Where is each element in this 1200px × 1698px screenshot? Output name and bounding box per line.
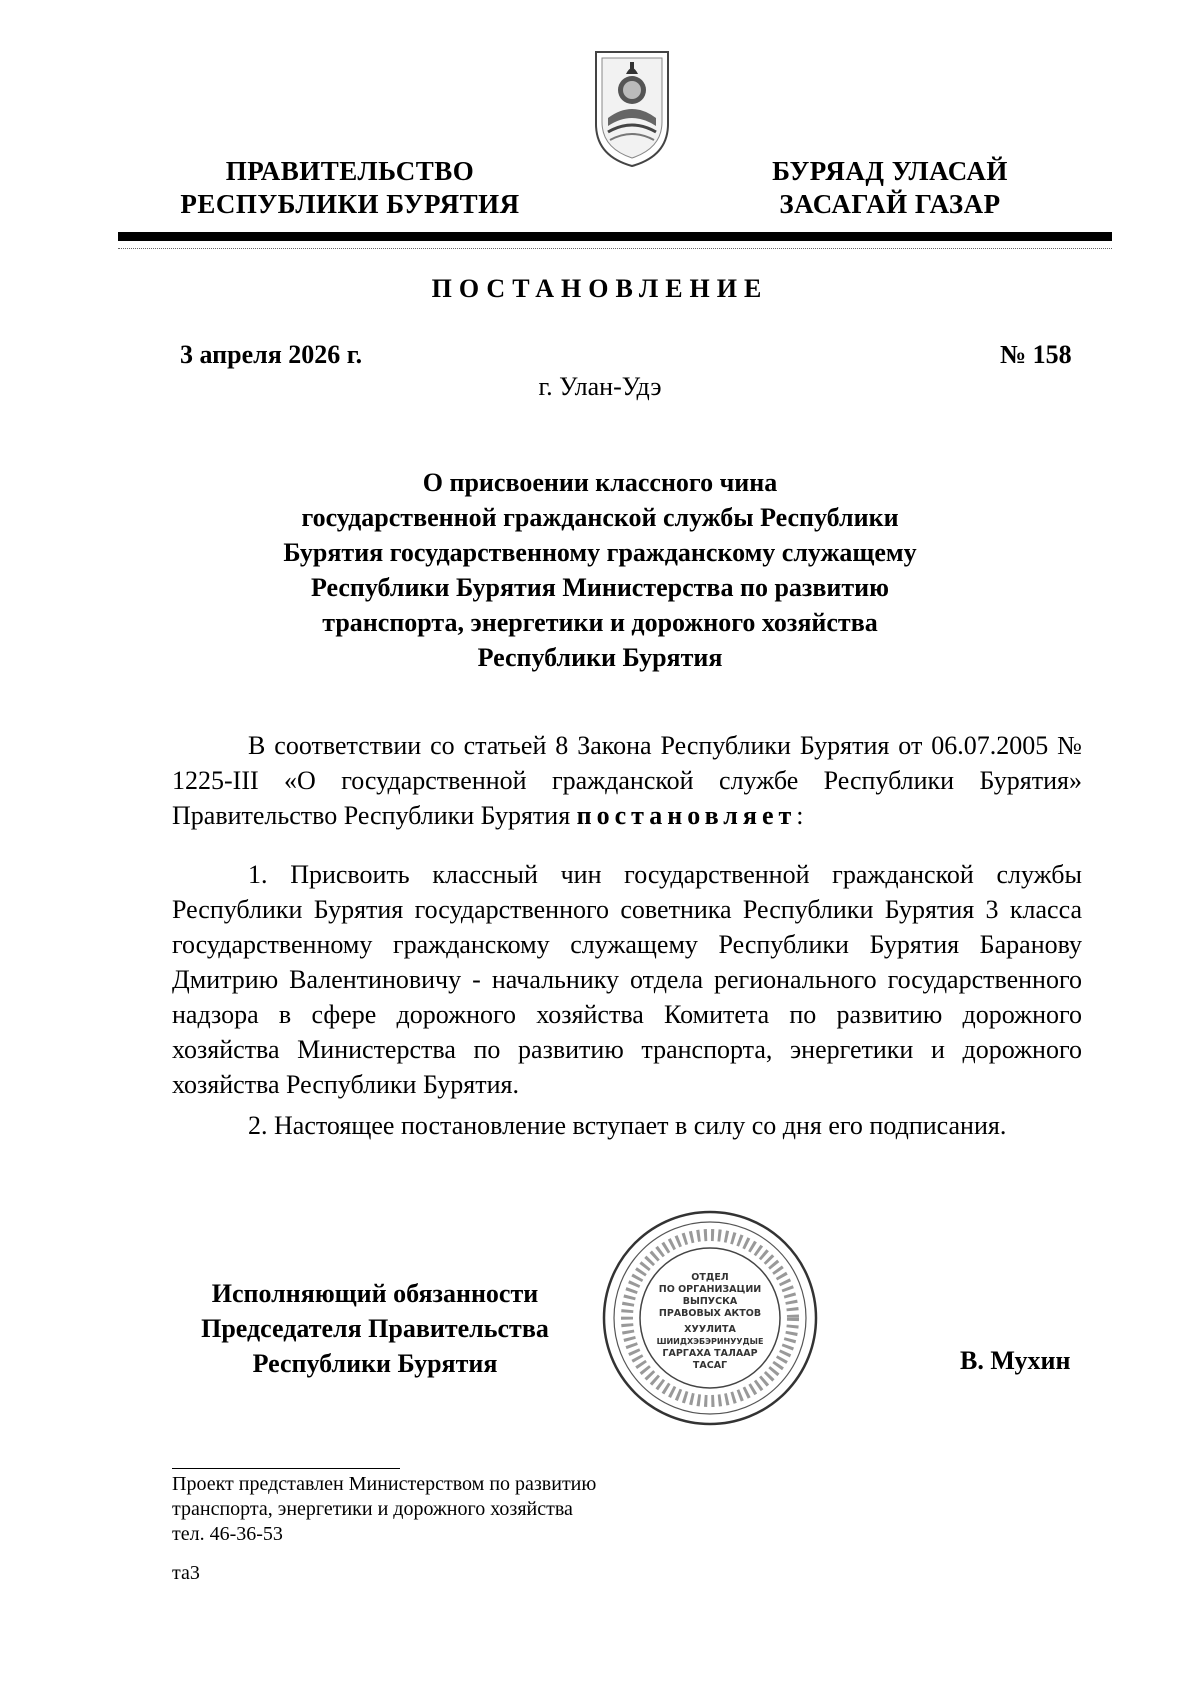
document-subject [250, 465, 950, 675]
header-right-line: БУРЯАД УЛАСАЙ [772, 156, 1008, 186]
document-city: г. Улан-Удэ [538, 372, 662, 401]
subject-line: Республики Бурятия [477, 643, 723, 672]
preamble-verb: постановляет [576, 801, 797, 830]
seal-inner-line: ВЫПУСКА [682, 1296, 738, 1307]
coat-of-arms-emblem [590, 48, 674, 170]
footnote-rule [172, 1468, 400, 1469]
header-left [160, 155, 540, 221]
seal-inner-line: ХУУЛИТА [684, 1324, 736, 1335]
footnote-line: Проект представлен Министерством по развитию [172, 1473, 597, 1495]
header-right [740, 155, 1040, 221]
preamble-text: В соответствии со статьей 8 Закона Республики Бурятия от 06.07.2005 № 1225-III «О государственной гражданской службе Республики Бурятия» Правительство Республики Бурятия [172, 731, 1082, 830]
signatory-role-line: Республики Бурятия [252, 1349, 498, 1378]
signatory-name: В. Мухин [960, 1346, 1071, 1375]
preamble-end: : [796, 801, 804, 830]
header-rule-thin [118, 248, 1112, 249]
header-left-line: ПРАВИТЕЛЬСТВО [225, 156, 475, 186]
subject-line: транспорта, энергетики и дорожного хозяйства [322, 608, 878, 637]
footnote-line: транспорта, энергетики и дорожного хозяйства [172, 1498, 573, 1520]
seal-inner-line: ШИИДХЭБЭРИНУУДЫЕ [656, 1337, 764, 1346]
subject-line: Бурятия государственному гражданскому служащему [283, 538, 917, 567]
document-number: № 158 [1000, 340, 1072, 369]
seal-inner-line: ГАРГАХА ТАЛААР [662, 1348, 758, 1359]
header-rule-thick [118, 232, 1112, 241]
signatory-role-line: Председателя Правительства [201, 1314, 549, 1343]
official-seal-stamp [600, 1208, 820, 1428]
seal-inner-line: ПО ОРГАНИЗАЦИИ [658, 1284, 762, 1295]
document-date: 3 апреля 2026 г. [180, 340, 363, 369]
subject-line: О присвоении классного чина [422, 468, 778, 497]
signatory-role [170, 1276, 580, 1381]
footnote [172, 1472, 596, 1547]
header-right-line: ЗАСАГАЙ ГАЗАР [779, 189, 1001, 219]
signatory-role-line: Исполняющий обязанности [211, 1279, 539, 1308]
header-left-line: РЕСПУБЛИКИ БУРЯТИЯ [180, 189, 520, 219]
document-code: та3 [172, 1562, 200, 1584]
subject-line: государственной гражданской службы Республики [301, 503, 899, 532]
document-type-title: ПОСТАНОВЛЕНИЕ [431, 274, 769, 303]
preamble-paragraph [172, 728, 1082, 833]
subject-line: Республики Бурятия Министерства по развитию [310, 573, 890, 602]
item-1-paragraph: 1. Присвоить классный чин государственной гражданской службы Республики Бурятия государственного советника Республики Бурятия 3 класса государственному гражданскому служащему Республики Бурятия Баранову Дмитрию Валентиновичу - начальнику отдела регионального государственного надзора в сфере дорожного хозяйства Комитета по развитию дорожного хозяйства Министерства по развитию транспорта, энергетики и дорожного хозяйства Республики Бурятия. [172, 860, 1082, 1099]
item-2-paragraph: 2. Настоящее постановление вступает в силу со дня его подписания. [248, 1111, 1007, 1140]
seal-inner-line: ТАСАГ [692, 1360, 728, 1371]
seal-inner-line: ОТДЕЛ [691, 1272, 729, 1283]
seal-inner-line: ПРАВОВЫХ АКТОВ [658, 1308, 762, 1319]
footnote-line: тел. 46-36-53 [172, 1523, 283, 1545]
